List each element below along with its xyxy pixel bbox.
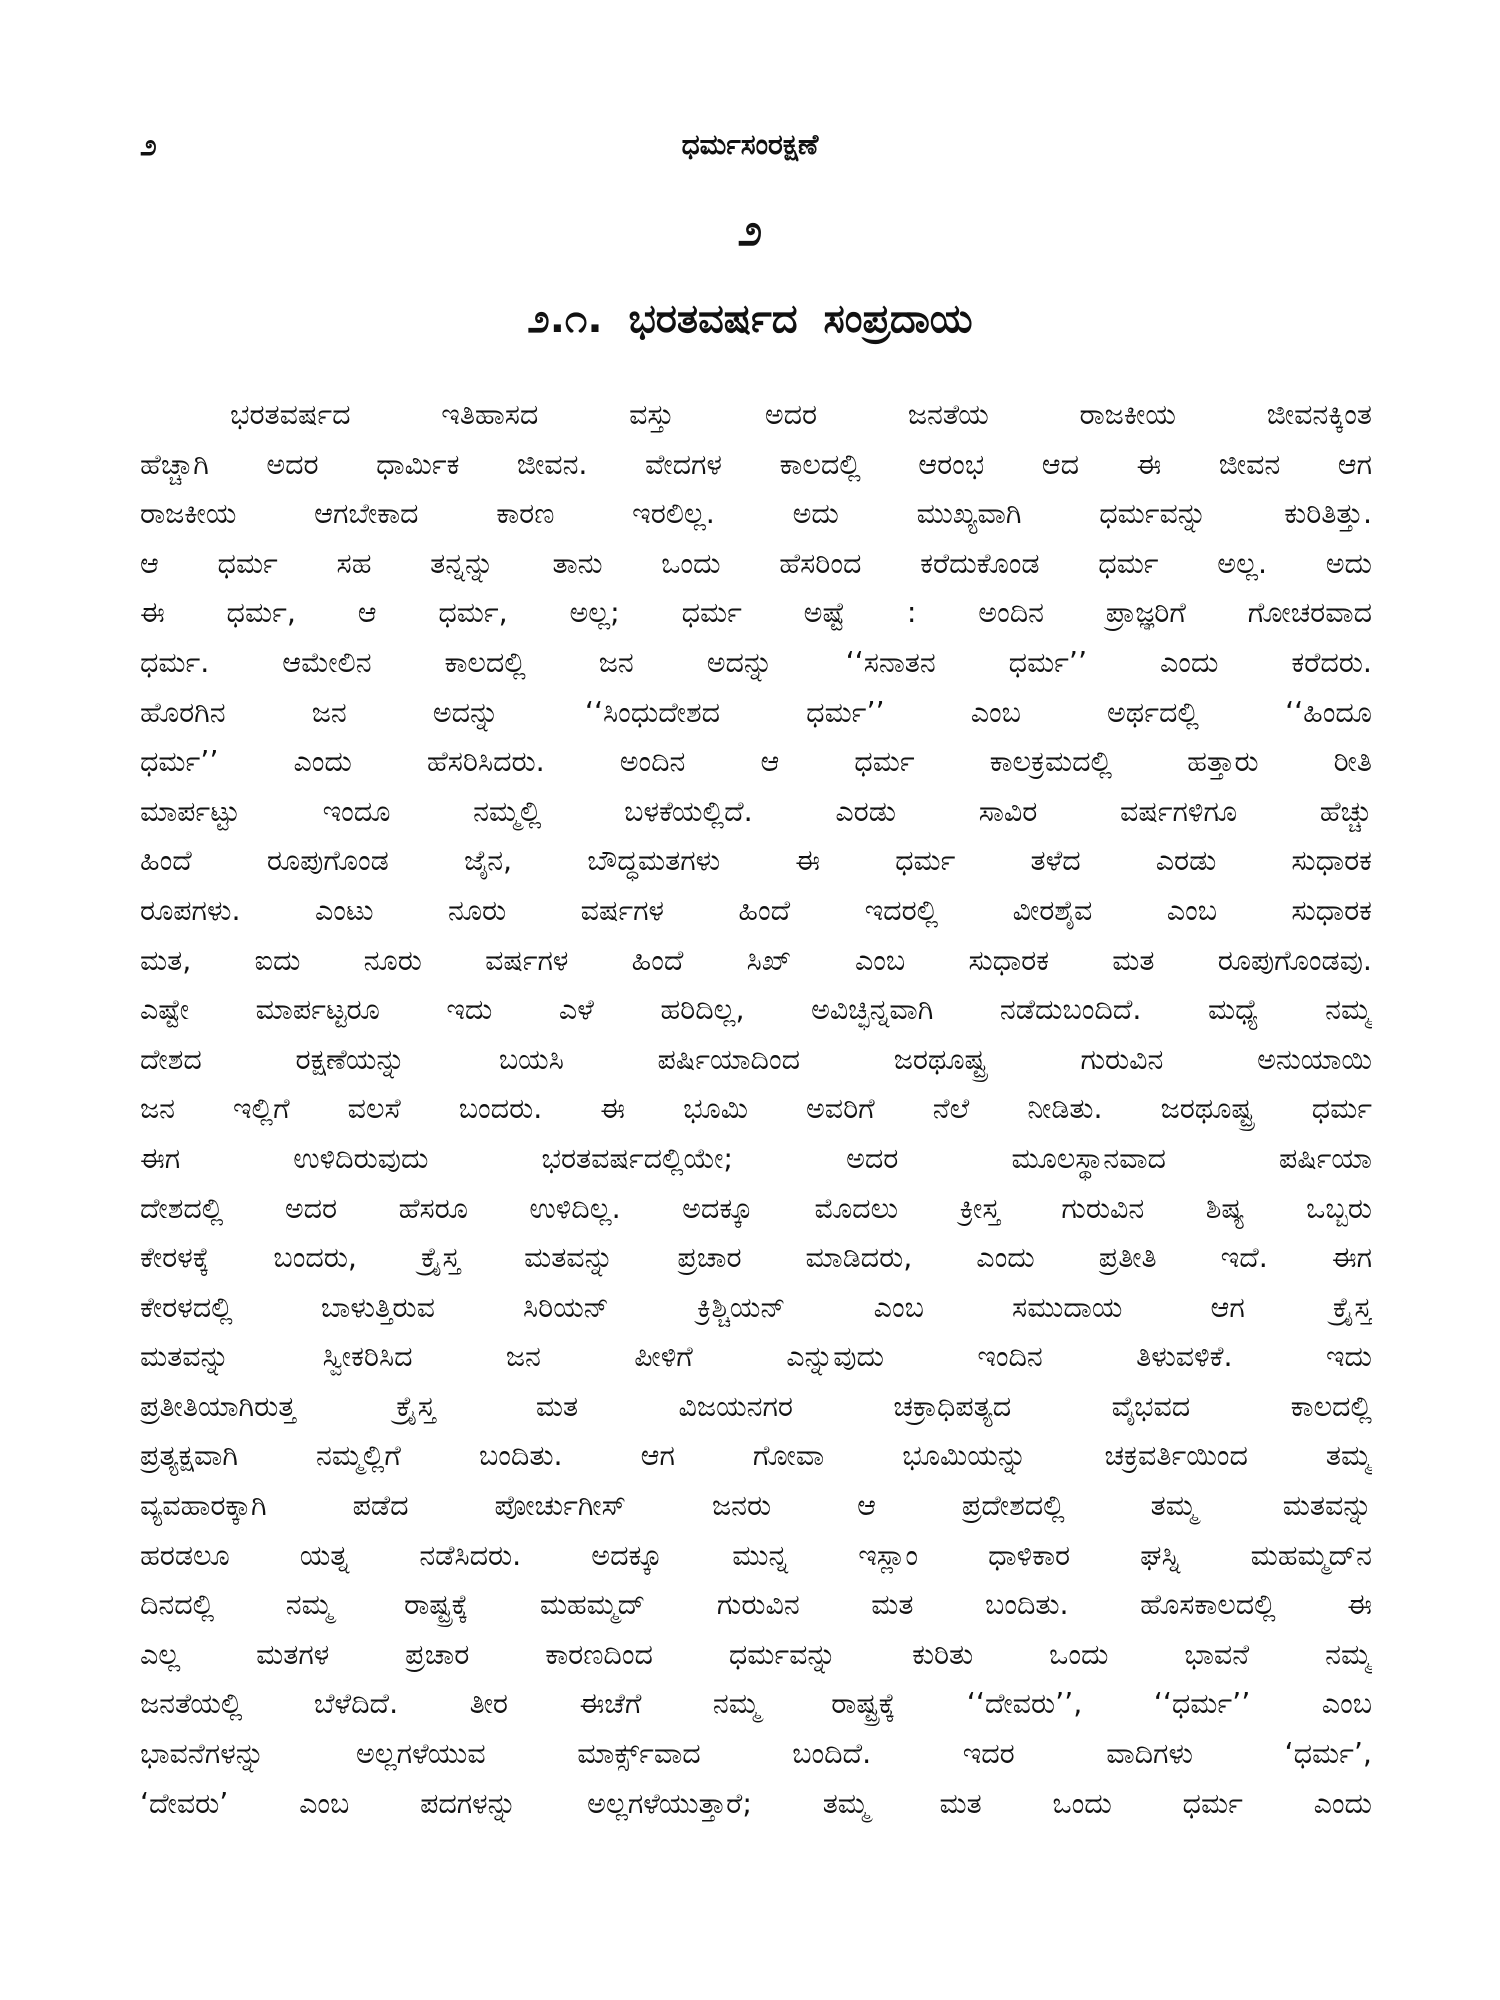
- body-line: ಕೇರಳದಲ್ಲಿ ಬಾಳುತ್ತಿರುವ ಸಿರಿಯನ್ ಕ್ರಿಶ್ಚಿಯನ್ ಎಂಬ ಸಮುದಾಯ ಆಗ ಕ್ರೈಸ್ತ: [140, 1290, 1372, 1324]
- body-line: ಎಲ್ಲ ಮತಗಳ ಪ್ರಚಾರ ಕಾರಣದಿಂದ ಧರ್ಮವನ್ನು ಕುರಿತು ಒಂದು ಭಾವನೆ ನಮ್ಮ: [140, 1637, 1372, 1671]
- body-line: ರಾಜಕೀಯ ಆಗಬೇಕಾದ ಕಾರಣ ಇರಲಿಲ್ಲ. ಅದು ಮುಖ್ಯವಾಗಿ ಧರ್ಮವನ್ನು ಕುರಿತಿತ್ತು.: [140, 497, 1372, 531]
- body-line: ಹೊರಗಿನ ಜನ ಅದನ್ನು ‘‘ಸಿಂಧುದೇಶದ ಧರ್ಮ’’ ಎಂಬ ಅರ್ಥದಲ್ಲಿ ‘‘ಹಿಂದೂ: [140, 695, 1372, 729]
- body-line: ಹರಡಲೂ ಯತ್ನ ನಡೆಸಿದರು. ಅದಕ್ಕೂ ಮುನ್ನ ಇಸ್ಲಾಂ ಧಾಳಿಕಾರ ಘಸ್ನಿ ಮಹಮ್ಮದ್‌ನ: [140, 1538, 1372, 1572]
- section-title: ೨.೧. ಭರತವರ್ಷದ ಸಂಪ್ರದಾಯ: [527, 296, 973, 342]
- body-line: ಮಾರ್ಪಟ್ಟು ಇಂದೂ ನಮ್ಮಲ್ಲಿ ಬಳಕೆಯಲ್ಲಿದೆ. ಎರಡು ಸಾವಿರ ವರ್ಷಗಳಿಗೂ ಹೆಚ್ಚು: [140, 794, 1372, 828]
- body-line: ‘ದೇವರು’ ಎಂಬ ಪದಗಳನ್ನು ಅಲ್ಲಗಳೆಯುತ್ತಾರೆ; ತಮ್ಮ ಮತ ಒಂದು ಧರ್ಮ ಎಂದು: [140, 1786, 1372, 1820]
- body-line: ಹಿಂದೆ ರೂಪುಗೊಂಡ ಜೈನ, ಬೌದ್ಧಮತಗಳು ಈ ಧರ್ಮ ತಳೆದ ಎರಡು ಸುಧಾರಕ: [140, 844, 1372, 878]
- body-line: ಹೆಚ್ಚಾಗಿ ಅದರ ಧಾರ್ಮಿಕ ಜೀವನ. ವೇದಗಳ ಕಾಲದಲ್ಲಿ ಆರಂಭ ಆದ ಈ ಜೀವನ ಆಗ: [140, 447, 1372, 481]
- body-line: ಈಗ ಉಳಿದಿರುವುದು ಭರತವರ್ಷದಲ್ಲಿಯೇ; ಅದರ ಮೂಲಸ್ಥಾನವಾದ ಪರ್ಷಿಯಾ: [140, 1141, 1372, 1175]
- body-line: ಈ ಧರ್ಮ, ಆ ಧರ್ಮ, ಅಲ್ಲ; ಧರ್ಮ ಅಷ್ಟೆ : ಅಂದಿನ ಪ್ರಾಜ್ಞರಿಗೆ ಗೋಚರವಾದ: [140, 596, 1372, 630]
- body-line: ಎಷ್ಟೇ ಮಾರ್ಪಟ್ಟರೂ ಇದು ಎಳೆ ಹರಿದಿಲ್ಲ, ಅವಿಚ್ಛಿನ್ನವಾಗಿ ನಡೆದುಬಂದಿದೆ. ಮಧ್ಯೆ ನಮ್ಮ: [140, 993, 1372, 1027]
- body-line: ಪ್ರತೀತಿಯಾಗಿರುತ್ತ ಕ್ರೈಸ್ತ ಮತ ವಿಜಯನಗರ ಚಕ್ರಾಧಿಪತ್ಯದ ವೈಭವದ ಕಾಲದಲ್ಲಿ: [140, 1389, 1372, 1423]
- page-number: ೨: [140, 128, 157, 163]
- body-line: ವ್ಯವಹಾರಕ್ಕಾಗಿ ಪಡೆದ ಪೋರ್ಚುಗೀಸ್ ಜನರು ಆ ಪ್ರದೇಶದಲ್ಲಿ ತಮ್ಮ ಮತವನ್ನು: [140, 1489, 1372, 1523]
- body-line: ಜನ ಇಲ್ಲಿಗೆ ವಲಸೆ ಬಂದರು. ಈ ಭೂಮಿ ಅವರಿಗೆ ನೆಲೆ ನೀಡಿತು. ಜರಥೂಷ್ಟ್ರ ಧರ್ಮ: [140, 1092, 1372, 1126]
- body-line: ಕೇರಳಕ್ಕೆ ಬಂದರು, ಕ್ರೈಸ್ತ ಮತವನ್ನು ಪ್ರಚಾರ ಮಾಡಿದರು, ಎಂದು ಪ್ರತೀತಿ ಇದೆ. ಈಗ: [140, 1241, 1372, 1275]
- chapter-number: ೨: [737, 205, 763, 256]
- body-line: ಭಾವನೆಗಳನ್ನು ಅಲ್ಲಗಳೆಯುವ ಮಾರ್ಕ್ಸ್‌ವಾದ ಬಂದಿದೆ. ಇದರ ವಾದಿಗಳು ‘ಧರ್ಮ’,: [140, 1737, 1372, 1771]
- body-line: ಭರತವರ್ಷದ ಇತಿಹಾಸದ ವಸ್ತು ಅದರ ಜನತೆಯ ರಾಜಕೀಯ ಜೀವನಕ್ಕಿಂತ: [230, 398, 1372, 431]
- body-line: ಆ ಧರ್ಮ ಸಹ ತನ್ನನ್ನು ತಾನು ಒಂದು ಹೆಸರಿಂದ ಕರೆದುಕೊಂಡ ಧರ್ಮ ಅಲ್ಲ. ಅದು: [140, 546, 1372, 580]
- body-line: ದೇಶದ ರಕ್ಷಣೆಯನ್ನು ಬಯಸಿ ಪರ್ಷಿಯಾದಿಂದ ಜರಥೂಷ್ಟ್ರ ಗುರುವಿನ ಅನುಯಾಯಿ: [140, 1042, 1372, 1076]
- body-line: ಧರ್ಮ. ಆಮೇಲಿನ ಕಾಲದಲ್ಲಿ ಜನ ಅದನ್ನು ‘‘ಸನಾತನ ಧರ್ಮ’’ ಎಂದು ಕರೆದರು.: [140, 645, 1372, 679]
- body-line: ದಿನದಲ್ಲಿ ನಮ್ಮ ರಾಷ್ಟ್ರಕ್ಕೆ ಮಹಮ್ಮದ್ ಗುರುವಿನ ಮತ ಬಂದಿತು. ಹೊಸಕಾಲದಲ್ಲಿ ಈ: [140, 1588, 1372, 1622]
- body-line: ಪ್ರತ್ಯಕ್ಷವಾಗಿ ನಮ್ಮಲ್ಲಿಗೆ ಬಂದಿತು. ಆಗ ಗೋವಾ ಭೂಮಿಯನ್ನು ಚಕ್ರವರ್ತಿಯಿಂದ ತಮ್ಮ: [140, 1439, 1372, 1473]
- body-line: ಜನತೆಯಲ್ಲಿ ಬೆಳೆದಿದೆ. ತೀರ ಈಚೆಗೆ ನಮ್ಮ ರಾಷ್ಟ್ರಕ್ಕೆ ‘‘ದೇವರು’’, ‘‘ಧರ್ಮ’’ ಎಂಬ: [140, 1687, 1372, 1721]
- body-line: ಮತ, ಐದು ನೂರು ವರ್ಷಗಳ ಹಿಂದೆ ಸಿಖ್ ಎಂಬ ಸುಧಾರಕ ಮತ ರೂಪುಗೊಂಡವು.: [140, 943, 1372, 977]
- body-line: ರೂಪಗಳು. ಎಂಟು ನೂರು ವರ್ಷಗಳ ಹಿಂದೆ ಇದರಲ್ಲಿ ವೀರಶೈವ ಎಂಬ ಸುಧಾರಕ: [140, 893, 1372, 927]
- body-line: ಮತವನ್ನು ಸ್ವೀಕರಿಸಿದ ಜನ ಪೀಳಿಗೆ ಎನ್ನುವುದು ಇಂದಿನ ತಿಳುವಳಿಕೆ. ಇದು: [140, 1340, 1372, 1374]
- body-paragraph: [140, 390, 1372, 1828]
- body-line: ಧರ್ಮ’’ ಎಂದು ಹೆಸರಿಸಿದರು. ಅಂದಿನ ಆ ಧರ್ಮ ಕಾಲಕ್ರಮದಲ್ಲಿ ಹತ್ತಾರು ರೀತಿ: [140, 745, 1372, 779]
- running-header: [140, 128, 1360, 168]
- running-title: ಧರ್ಮಸಂರಕ್ಷಣೆ: [681, 128, 819, 161]
- body-line: ದೇಶದಲ್ಲಿ ಅದರ ಹೆಸರೂ ಉಳಿದಿಲ್ಲ. ಅದಕ್ಕೂ ಮೊದಲು ಕ್ರೀಸ್ತ ಗುರುವಿನ ಶಿಷ್ಯ ಒಬ್ಬರು: [140, 1191, 1372, 1225]
